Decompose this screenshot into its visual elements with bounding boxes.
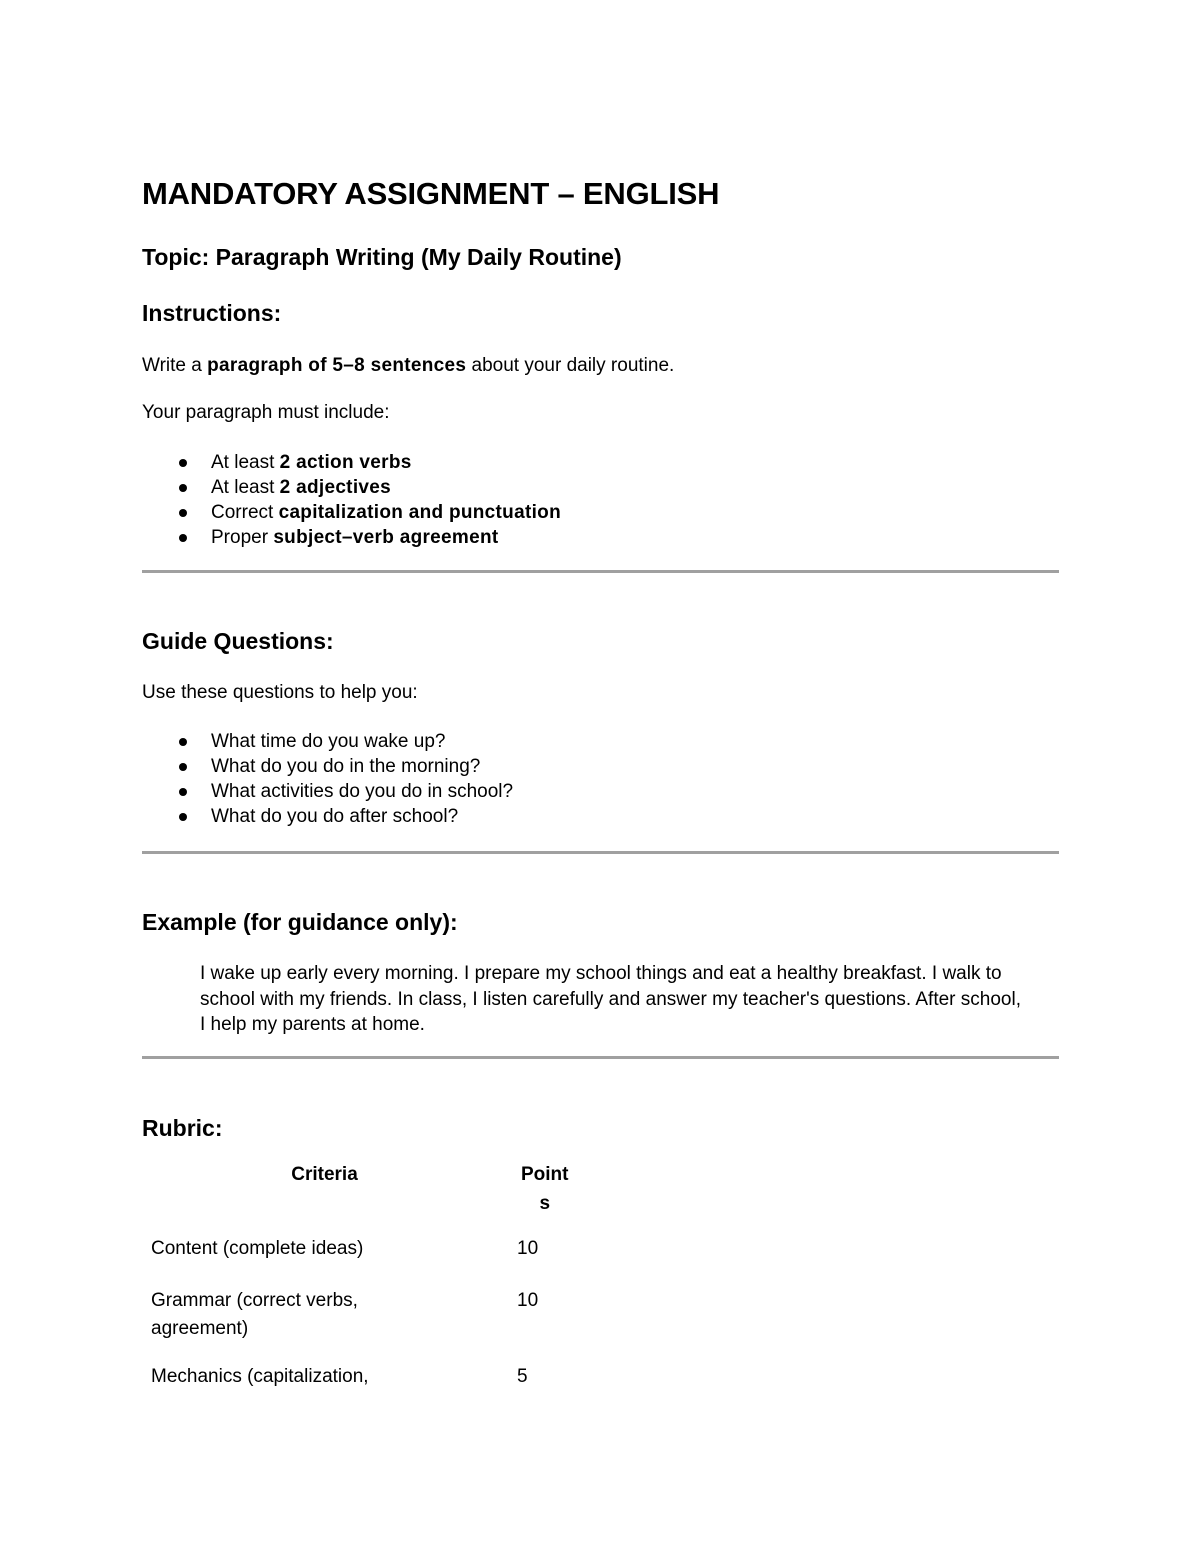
bullet-icon xyxy=(179,534,187,542)
list-item-pre: Correct xyxy=(211,502,279,523)
topic-heading: Topic: Paragraph Writing (My Daily Routine) xyxy=(142,244,622,270)
example-paragraph: I wake up early every morning. I prepare my school things and eat a healthy breakfast. I walk to school with my friends. In class, I listen carefully and answer my teacher's questions. After school, I help my parents at home. xyxy=(200,963,1021,1035)
guide-questions-heading: Guide Questions: xyxy=(142,628,334,654)
list-item-bold: 2 action verbs xyxy=(279,452,412,473)
list-item xyxy=(142,804,513,829)
criteria-cell xyxy=(142,1363,507,1391)
points-cell: 10 xyxy=(517,1238,539,1259)
rubric-table xyxy=(142,1160,569,1391)
list-item xyxy=(142,729,513,754)
list-item-text: What do you do after school? xyxy=(211,806,459,827)
list-item-text: What do you do in the morning? xyxy=(211,756,481,777)
section-divider xyxy=(142,570,1059,573)
page-title: MANDATORY ASSIGNMENT – ENGLISH xyxy=(142,176,720,211)
bullet-icon xyxy=(179,788,187,796)
points-column-header xyxy=(507,1160,569,1235)
criteria-line-2: agreement) xyxy=(151,1318,249,1339)
criteria-column-header: Criteria xyxy=(291,1164,358,1185)
bullet-icon xyxy=(179,484,187,492)
section-divider xyxy=(142,1056,1059,1059)
criteria-line-1: Mechanics (capitalization, xyxy=(151,1366,369,1387)
instructions-heading: Instructions: xyxy=(142,300,282,326)
list-item xyxy=(142,500,561,525)
list-item-text: What activities do you do in school? xyxy=(211,781,514,802)
criteria-cell xyxy=(142,1287,507,1363)
instructions-line-1-post: about your daily routine. xyxy=(466,355,675,376)
bullet-icon xyxy=(179,509,187,517)
instructions-line-1-bold: paragraph of 5–8 sentences xyxy=(207,355,467,376)
list-item-text: What time do you wake up? xyxy=(211,731,446,752)
criteria-line-1: Content (complete ideas) xyxy=(151,1238,364,1259)
guide-questions-intro: Use these questions to help you: xyxy=(142,682,418,703)
list-item-pre: Proper xyxy=(211,527,274,548)
instructions-line-1 xyxy=(142,355,674,377)
criteria-cell xyxy=(142,1235,507,1287)
bullet-icon xyxy=(179,459,187,467)
points-cell: 5 xyxy=(517,1366,528,1387)
table-row xyxy=(142,1287,569,1363)
table-row xyxy=(142,1235,569,1287)
list-item xyxy=(142,779,513,804)
table-row xyxy=(142,1363,569,1391)
list-item xyxy=(142,525,561,550)
example-heading: Example (for guidance only): xyxy=(142,909,458,935)
list-item-bold: subject–verb agreement xyxy=(273,527,499,548)
instructions-line-1-pre: Write a xyxy=(142,355,208,376)
guide-questions-list xyxy=(142,729,513,829)
list-item xyxy=(142,450,561,475)
list-item-pre: At least xyxy=(211,452,280,473)
list-item-pre: At least xyxy=(211,477,280,498)
table-header-row xyxy=(142,1160,569,1235)
points-cell: 10 xyxy=(517,1290,539,1311)
bullet-icon xyxy=(179,738,187,746)
rubric-heading: Rubric: xyxy=(142,1115,223,1141)
criteria-line-1: Grammar (correct verbs, xyxy=(151,1290,358,1311)
bullet-icon xyxy=(179,763,187,771)
list-item-bold: capitalization and punctuation xyxy=(278,502,561,523)
list-item xyxy=(142,475,561,500)
list-item xyxy=(142,754,513,779)
list-item-bold: 2 adjectives xyxy=(279,477,391,498)
requirements-list xyxy=(142,450,561,550)
bullet-icon xyxy=(179,813,187,821)
points-header-line-1: Point xyxy=(521,1164,569,1185)
points-header-line-2: s xyxy=(539,1193,551,1214)
instructions-line-2: Your paragraph must include: xyxy=(142,402,390,423)
section-divider xyxy=(142,851,1059,854)
